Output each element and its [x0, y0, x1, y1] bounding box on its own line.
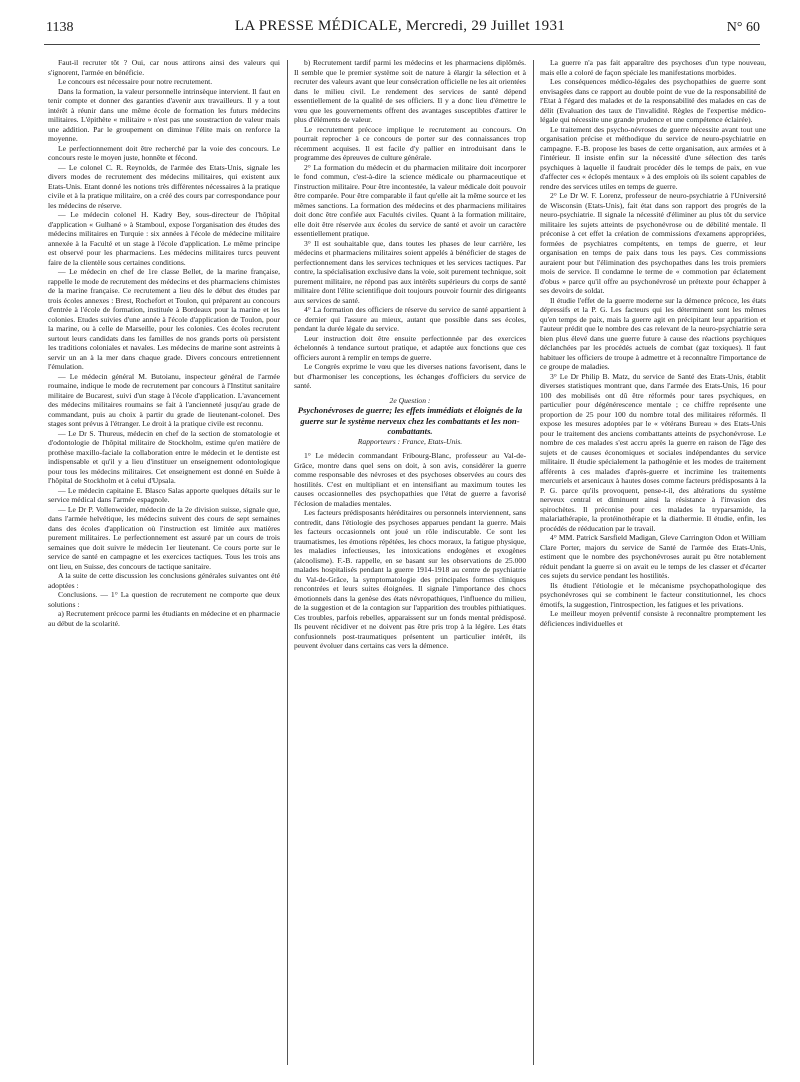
rapporteurs: Rapporteurs : France, Etats-Unis.: [357, 436, 463, 446]
paragraph: Dans la formation, la valeur personnelle intrinsèque intervient. Il faut en tenir compte et donner des garanties d'avenir aux travailleurs. Il y a tout intérêt à réunir dans une même école de formation les futurs médecins militaires. L'épithète « militaire » n'est pas une soustraction de valeur mais une addition. Par le groupement on diminue l'élite mais on renforce la moyenne.: [48, 86, 280, 143]
paragraph: Le Congrès exprime le vœu que les diverses nations favorisent, dans le but d'harmoniser les conceptions, les échanges d'officiers du service de santé.: [294, 362, 526, 390]
paragraph: — Le médecin capitaine E. Blasco Salas apporte quelques détails sur le service médical dans l'armée espagnole.: [48, 485, 280, 504]
paragraph: Le perfectionnement doit être recherché par la voie des concours. Le concours reste le moyen juste, honnête et fécond.: [48, 143, 280, 162]
paragraph: Faut-il recruter tôt ? Oui, car nous attirons ainsi des valeurs qui s'ignorent, l'armée en bénéficie.: [48, 58, 280, 77]
column-divider: [287, 60, 288, 1065]
page-header: [0, 0, 800, 52]
paragraph: La guerre n'a pas fait apparaître des psychoses d'un type nouveau, mais elle a coloré de façon spéciale les manifestations morbides.: [540, 58, 766, 77]
paragraph: — Le médecin colonel H. Kadry Bey, sous-directeur de l'hôpital d'application « Gulhané » à Stamboul, expose l'organisation des études des médecins militaires en Turquie : six années à l'école de médecine militaire annexée à la Faculté et un stage à l'école d'application. Le même principe est observé pour les pharmaciens. Les médecins militaires turcs peuvent faire de la clientèle sous certaines conditions.: [48, 210, 280, 267]
column-right: [540, 58, 766, 1068]
paragraph: 2° Le Dr W. F. Lorenz, professeur de neuro-psychiatrie à l'Université de Wisconsin (Etats-Unis), fait état dans son rapport des progrès de la neuro-psychiatrie. Il signale la nécessité d'éliminer au plus tôt du service militaire les sujets atteints de psychonévrose ou de débilité mentale. Il préconise à cet effet la création de commissions d'examens appropriées, formées de psychiatres compétents, en temps de guerre, et leur organisation en temps de paix dans tous les pays. Ces commissions auraient pour but l'élimination des psychopathes dans les trois premiers mois de service. Il condamne le terme de « commotion par éclatement d'obus » parce qu'il offre au psychonévrosé un prétexte pour échapper à ses devoirs de soldat.: [540, 191, 766, 295]
paragraph: 3° Le Dr Philip B. Matz, du service de Santé des Etats-Unis, établit diverses statistiques montrant que, dans l'armée des Etats-Unis, 16 pour 100 des mobilisés ont dû être réformés pour tares psychiques, en particulier pour dégénérescence mentale ; ce chiffre représente une proportion de 25 pour 100 du nombre total des militaires réformés. Il expose les mesures adoptées par le « vétérans Bureau » des Etats-Unis pour le traitement des anciens combattants atteints de psychonévrose. Le nombre de ces malades s'est accru après la guerre en raison de l'âge des sujets et de causes économiques et sociales indépendantes du service militaire. Il étudie spécialement la pathogénie et les modes de traitement afférents à ces malades d'après-guerre et incrimine les traitements mercuriels et arsenicaux à hautes doses comme facteurs prédisposants à la P. G. parce qu'ils provoquent, pense-t-il, des altérations du système nerveux central et diminuent ainsi la résistance à l'invasion des spirochètes. Il préconise pour ces malades la tryparsamide, la malariathérapie, la protéinothérapie et la diathermie. Il étudie, enfin, les procédés de rééducation par le travail.: [540, 371, 766, 533]
column-left: [48, 58, 280, 1068]
paragraph: Les facteurs prédisposants héréditaires ou personnels interviennent, sans contredit, dans l'étiologie des psychoses apparues pendant la guerre. Mais les facteurs occasionnels ont joué un rôle indiscutable. Ce sont les traumatismes, les émotions répétées, les chocs moraux, la fatigue physique, les maladies infectieuses, les intoxications endogènes et exogènes (alcoolisme). F.-B. rappelle, en se basant sur les observations de 25.000 malades hospitalisés pendant la guerre 1914-1918 au centre de psychiatrie du Val-de-Grâce, la symptomatologie des principales formes cliniques rencontrées et leurs suites éloignées. Il signale l'importance des chocs émotionnels dans la genèse des états névropathiques, l'influence du milieu, de la suggestion et de la contagion sur l'apparition des troubles pithiatiques. Ces troubles, parfois rebelles, apparaissent sur un fonds mental prédisposé. Ils peuvent récidiver et ne doivent pas être pris trop à la légère. Les états confusionnels post-traumatiques présentent un particulier intérêt, ils peuvent évoluer dans certains cas vers la démence.: [294, 508, 526, 650]
paragraph: 3° Il est souhaitable que, dans toutes les phases de leur carrière, les médecins et pharmaciens militaires soient appelés à bénéficier de stages de perfectionnement dans les services techniques et les services tactiques. Par contre, la spécialisation exclusive dans la voie, soit purement technique, soit purement militaire, ne répond pas aux intérêts supérieurs du corps de santé militaire dont l'élite scientifique doit toujours pouvoir fournir des dirigeants aux services de santé.: [294, 238, 526, 305]
paragraph: A la suite de cette discussion les conclusions générales suivantes ont été adoptées :: [48, 571, 280, 590]
question-label: 2e Question :: [389, 395, 431, 405]
column-divider: [533, 60, 534, 1065]
page-number: 1138: [46, 20, 74, 35]
paragraph: Conclusions. — 1° La question de recrutement ne comporte que deux solutions :: [48, 590, 280, 609]
question-title: Psychonévroses de guerre; les effets immédiats et éloignés de la guerre sur le système nerveux chez les combattants et les non-combattants.: [297, 405, 523, 436]
paragraph: — Le médecin en chef de 1re classe Bellet, de la marine française, rappelle le mode de recrutement des médecins et des pharmaciens chimistes de la marine française. Ce recrutement a lieu dès le début des études par trois écoles annexes : Brest, Rochefort et Toulon, qui préparent au concours d'entrée à l'école de formation, instituée à Bordeaux pour la marine et les colonies. Etudes suivies d'une année à l'école d'application de Toulon, pour la marine, ou à celle de Marseille, pour les colonies. Ces écoles recrutent surtout leurs candidats dans les familles de nos grands ports où persistent les traditions coloniales et navales. Les médecins de marine sont astreints à servir un an à la mer dans chaque grade. Divers concours entretiennent l'émulation.: [48, 267, 280, 371]
paragraph: Le concours est nécessaire pour notre recrutement.: [58, 77, 213, 86]
paragraph: Le traitement des psycho-névroses de guerre nécessite avant tout une organisation précise et méthodique du service de neuro-psychiatrie en campagne. F.-B. propose les bases de cette organisation, aux armées et à l'intérieur. Il insiste enfin sur la nécessité d'une sélection des tarés psychiques à laquelle il faudrait procéder dès le temps de paix, en vue d'affecter ces « éclopés mentaux » à des emplois où ils soient capables de rendre des services utiles en temps de guerre.: [540, 124, 766, 191]
paragraph: Le meilleur moyen préventif consiste à reconnaître promptement les déficiences individuelles et: [540, 609, 766, 628]
paragraph: a) Recrutement précoce parmi les étudiants en médecine et en pharmacie au début de la scolarité.: [48, 609, 280, 628]
paragraph: Il étudie l'effet de la guerre moderne sur la démence précoce, les états dépressifs et la P. G. Les facteurs qui les déterminent sont les mêmes qu'en temps de paix, mais la guerre agit en précipitant leur apparition et l'auteur prédit que le nombre des cas relevant de la neuro-psychiatrie sera bien plus élevé dans une guerre future à cause des réactions psychiques déclanchées par les procédés actuels de combat (gaz toxiques). Il faut habituer les officiers de troupe à admettre et à reconnaître l'importance de ce groupe de maladies.: [540, 295, 766, 371]
paragraph: Les conséquences médico-légales des psychopathies de guerre sont envisagées dans ce rapport au double point de vue de la responsabilité de l'Etat à l'égard des malades et de la responsabilité des malades en cas de délit (Evaluation des taux de l'invalidité. Règles de l'expertise médico-légale qui nécessite une grande prudence et une compétence éclairée).: [540, 77, 766, 124]
paragraph: b) Recrutement tardif parmi les médecins et les pharmaciens diplômés. Il semble que le premier système soit de nature à élargir la sélection et à recruter des valeurs avant que leur consécration officielle ne les ait orientées dans le milieu civil. Le rendement des services de santé dépend essentiellement de la qualité de ses officiers. Il y a donc lieu d'émettre le vœu que les gouvernements offrent des avantages susceptibles d'attirer le plus d'éléments de valeur.: [294, 58, 526, 124]
paragraph: — Le Dr S. Thureus, médecin en chef de la section de stomatologie et d'odontologie de l'hôpital militaire de Stockholm, estime qu'en matière de prothèse maxillo-faciale la collaboration entre le médecin et le dentiste est indispensable et qu'il y a lieu d'instituer un enseignement odontologique pour tous les médecins militaires. Cet enseignement est donné en Suède à l'hôpital de Stockholm et à celui d'Upsala.: [48, 428, 280, 485]
paragraph: Leur instruction doit être ensuite perfectionnée par des exercices échelonnés à tendance surtout pratique, et adaptée aux fonctions que ces officiers auront à remplir en temps de guerre.: [294, 333, 526, 362]
header-rule: [44, 44, 760, 45]
issue-number: N° 60: [726, 20, 760, 35]
paragraph: 1° Le médecin commandant Fribourg-Blanc, professeur au Val-de-Grâce, montre dans quel sens on doit, à son avis, considérer la guerre comme responsable des névroses et des psychoses observées au cours des hostilités. C'est en multipliant et en intensifiant au maximum toutes les causes occasionnelles des psychopathies que l'état de guerre a favorisé l'éclosion de maladies mentales.: [294, 451, 526, 508]
paragraph: — Le Dr P. Vollenweider, médecin de la 2e division suisse, signale que, dans l'armée helvétique, les médecins suivent des cours de sept semaines dans des écoles d'application où l'instruction est limitée aux matières purement militaires. Le perfectionnement est assuré par un cours de trois semaines que doit suivre le médecin 1er lieutenant. Ce cours porte sur le service de santé en campagne et les exercices tactiques. Tous les trois ans ont lieu, en Suisse, des concours de tactique sanitaire.: [48, 504, 280, 571]
paragraph: 2° La formation du médecin et du pharmacien militaire doit incorporer le fond commun, c'est-à-dire la science médicale ou pharmaceutique et l'instruction militaire. Pour être incontestée, la valeur médicale doit pouvoir être comparée. Pour être comparable il faut qu'elle ait la même source et les mêmes sanctions. La formation des médecins et des pharmaciens militaires doit donc être confiée aux Facultés civiles. Quant à la formation militaire, elle doit être réservée aux écoles du service de santé et avoir un caractère essentiellement pratique.: [294, 162, 526, 238]
paragraph: Le recrutement précoce implique le recrutement au concours. On pourrait reprocher à ce concours de porter sur des connaissances trop récemment acquises. Il est facile d'y pallier en introduisant dans le programme des épreuves de culture générale.: [294, 124, 526, 162]
journal-title: LA PRESSE MÉDICALE, Mercredi, 29 Juillet 1931: [234, 18, 566, 34]
paragraph: 4° MM. Patrick Sarsfield Madigan, Gleve Carrington Odon et William Clare Porter, majors du service de Santé de l'armée des Etats-Unis, estiment que le nombre des psychonévroses aurait pu être notablement réduit pendant la guerre si on avait eu le temps de les classer et d'écarter ces sujets du service pendant les hostilités.: [540, 533, 766, 580]
paragraph: — Le médecin général M. Butoianu, inspecteur général de l'armée roumaine, indique le mode de recrutement par concours à l'Institut sanitaire militaire de Bucarest, suivi d'un stage à l'école d'application. L'avancement des médecins militaires roumains se fait à l'ancienneté jusqu'au grade de commandant, puis au choix à partir du grade de lieutenant-colonel. Des stages sont prévus à l'étranger. Le droit à la pratique civile est reconnu.: [48, 371, 280, 428]
column-middle: [294, 58, 526, 1068]
paragraph: 4° La formation des officiers de réserve du service de santé appartient à ce dernier qui l'assure au mieux, autant que possible dans ses écoles, pendant la durée légale du service.: [294, 305, 526, 333]
paragraph: Ils étudient l'étiologie et le mécanisme psychopathologique des psychonévroses qui se combinent le facteur constitutionnel, les chocs émotifs, la suggestion, l'introspection, les fatigues et les privations.: [540, 580, 766, 609]
paragraph: — Le colonel C. R. Reynolds, de l'armée des Etats-Unis, signale les divers modes de recrutement des médecins militaires, qui existent aux Etats-Unis. Etant donné les notions très différentes nécessaires à la pratique civile et à la pratique militaire, on a créé des cours par correspondance pour les médecins de réserve.: [48, 162, 280, 210]
